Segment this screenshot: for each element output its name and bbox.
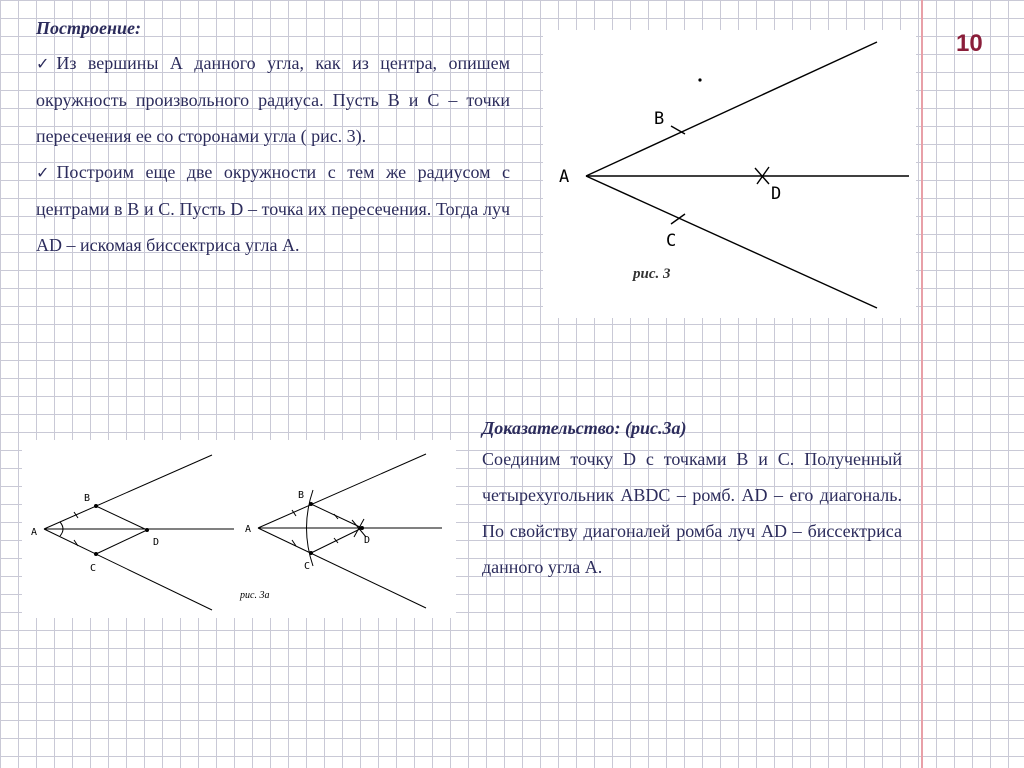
ray-lower: [586, 176, 877, 308]
figure-3a: [22, 440, 456, 618]
construction-paragraph-1-text: Из вершины А данного угла, как из центра, опишем окружность произвольного радиуса. Пусть В и С – точки пересечения ее со сторонами угла ( рис. 3).: [36, 53, 510, 146]
construction-paragraph-2: [36, 154, 510, 263]
margin-line: [921, 0, 923, 768]
checkmark-icon: ✓: [36, 163, 57, 182]
construction-paragraph-1: [36, 45, 510, 154]
figure-3-drawing: [543, 30, 916, 318]
proof-paragraph: Соединим точку D с точками В и С. Полученный четырехугольник АВDC – ромб. АD – его диагональ. По свойству диагоналей ромба луч АD – биссектриса данного угла А.: [482, 449, 902, 577]
figure-3a-left-points: [94, 504, 149, 556]
construction-heading: Построение:: [36, 18, 141, 38]
ray-upper: [586, 42, 877, 176]
figure-3a-caption: рис. 3а: [240, 590, 270, 601]
checkmark-icon: ✓: [36, 54, 57, 73]
right-point-label-b: B: [298, 490, 305, 501]
figure-3a-right: [258, 454, 442, 608]
point-label-b: B: [654, 109, 665, 129]
right-point-label-d: D: [364, 535, 371, 546]
arc-mark-b: [671, 126, 685, 134]
point-label-a: A: [559, 167, 570, 187]
left-point-label-b: B: [84, 493, 91, 504]
stray-dot: [699, 79, 701, 81]
left-point-label-d: D: [153, 537, 160, 548]
figure-3a-left: [44, 455, 234, 610]
proof-section: [482, 418, 902, 585]
construction-section: [36, 18, 510, 263]
figure-3-caption: рис. 3: [633, 266, 671, 282]
construction-paragraph-2-text: Построим еще две окружности с тем же радиусом с центрами в В и С. Пусть D – точка их пересечения. Тогда луч АD – искомая биссектриса угла А.: [36, 162, 511, 255]
right-point-label-a: A: [245, 524, 252, 535]
figure-3a-drawing: [22, 440, 456, 618]
left-point-label-c: C: [90, 563, 97, 574]
proof-heading: Доказательство: (рис.3а): [482, 418, 687, 438]
page-number: 10: [956, 30, 983, 57]
right-point-label-c: C: [304, 561, 311, 572]
left-point-label-a: A: [31, 527, 38, 538]
figure-3: [543, 30, 916, 318]
point-label-d: D: [771, 184, 782, 204]
point-label-c: C: [666, 231, 677, 251]
